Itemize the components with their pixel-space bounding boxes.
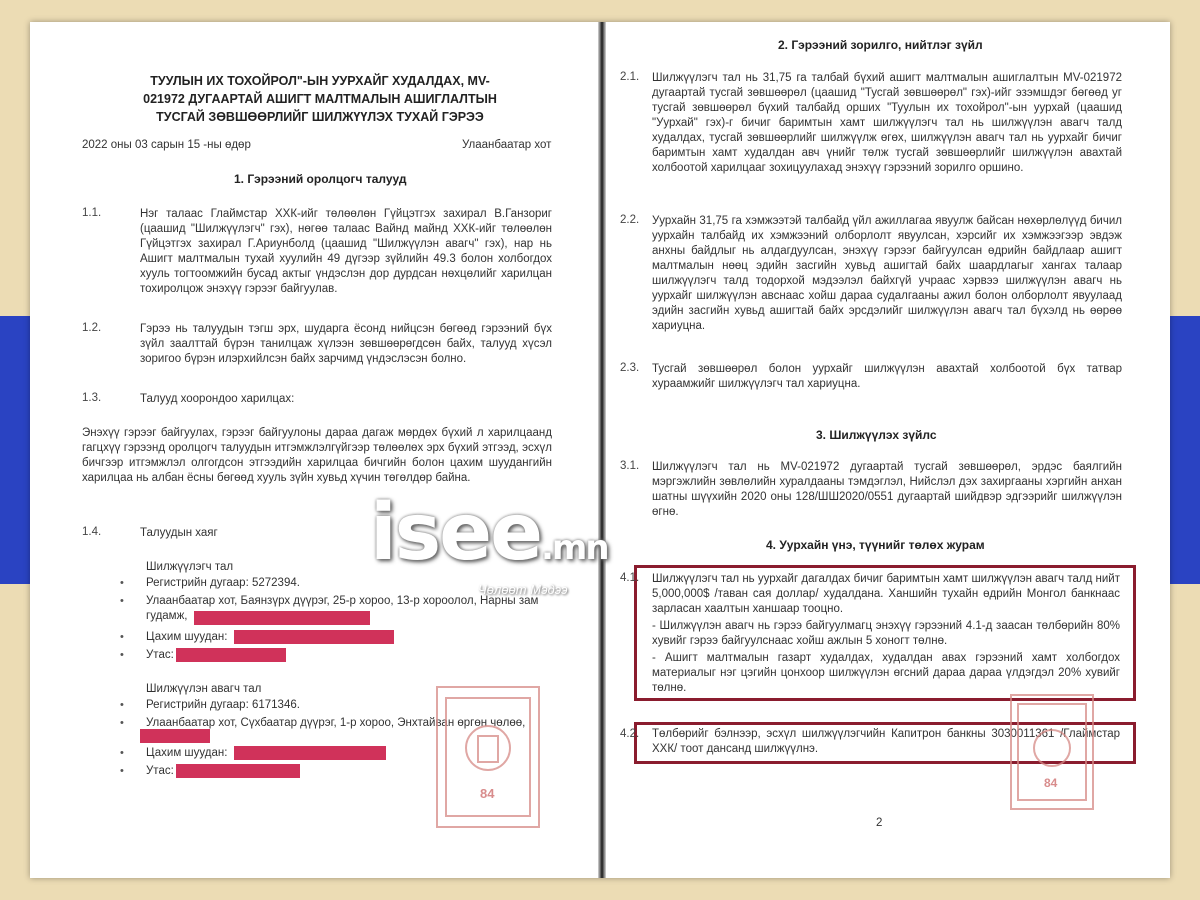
seller-email: Цахим шуудан:	[146, 631, 228, 643]
contract-date: 2022 оны 03 сарын 15 -ны өдөр	[82, 139, 251, 151]
clause-2-2-number: 2.2.	[620, 214, 640, 226]
stamp-emblem-icon	[438, 688, 538, 826]
company-stamp	[436, 686, 540, 828]
clause-1-3: Талууд хоорондоо харилцах:	[140, 393, 295, 405]
clause-1-3-number: 1.3.	[82, 392, 102, 404]
watermark-tagline: Чөлөөт Мэдээ	[478, 582, 568, 597]
clause-2-3: Тусгай зөвшөөрөл болон уурхайг шилжүүлэн авахтай холбоотой бүх татвар хураамжийг шилжүүлэгч тал хариуцна.	[652, 363, 1122, 390]
clause-1-2-number: 1.2.	[82, 322, 102, 334]
redaction-bar	[194, 611, 370, 625]
bullet-icon: •	[120, 717, 124, 729]
redaction-bar	[176, 764, 300, 778]
bullet-icon: •	[120, 595, 124, 607]
buyer-address: Улаанбаатар хот, Сүхбаатар дүүрэг, 1-р хороо, Энхтайван өргөн чөлөө,	[146, 717, 526, 729]
clause-1-2: Гэрээ нь талуудын тэгш эрх, шударга ёсонд нийцсэн бөгөөд гэрээний бүх зүйл заалттай бүрэн танилцаж хүлээн зөвшөөрөгдсөн байх, талууд хүсэл зоригоо бүрэн илэрхийлсэн байх зарчимд үндэслэсэн болно.	[140, 323, 552, 365]
bullet-icon: •	[120, 765, 124, 777]
clause-4-1: Шилжүүлэгч тал нь уурхайг дагалдах бичиг баримтын хамт шилжүүлэн авагч талд нийт 5,000,000$ /таван сая доллар/ худалдана. Ханшийн тухайн өдрийн Монгол банкнаас зарласан хаалтын ханшаар тооцно.	[652, 573, 1120, 615]
seller-label: Шилжүүлэгч тал	[146, 561, 234, 573]
page-number: 2	[876, 817, 883, 829]
section-2-heading: 2. Гэрээний зорилго, нийтлэг зүйл	[778, 38, 983, 52]
clause-2-1: Шилжүүлэгч тал нь 31,75 га талбай бүхий ашигт малтмалын ашиглалтын MV-021972 дугаартай тусгай зөвшөөрөл (цаашид "Тусгай зөвшөөрөл" гэх)-ийг эзэмшдэг бөгөөд уг тусгай зөвшөөрөл бүхий талбайд орших "Туулын их тохойрол"-ын уурхай (цаашид "Уурхай" гэх)-г бичиг баримтын хамт шилжүүлэгч тал нь шилжүүлэн авагч талд худалдах, тусгай зөвшөөрлийг шилжүүлж өгөх, шилжүүлэн авагч тал нь уурхайг бичиг баримтын хамт худалдан авч үнийг төлж тусгай зөвшөөрлийг шилжүүлэн авахтай холбоотой харилцааг зохицуулахад энэхүү гэрээний зорилго оршино.	[652, 72, 1122, 174]
clause-4-2-number: 4.2.	[620, 728, 640, 740]
bullet-icon: •	[120, 699, 124, 711]
redaction-bar	[234, 746, 386, 760]
bullet-icon: •	[120, 577, 124, 589]
buyer-label: Шилжүүлэн авагч тал	[146, 683, 262, 695]
watermark-logo-text: isee	[370, 488, 541, 578]
stamp-emblem-icon	[1012, 696, 1092, 808]
clause-1-1-number: 1.1.	[82, 207, 102, 219]
clause-4-1-number: 4.1.	[620, 572, 640, 584]
company-stamp	[1010, 694, 1094, 810]
page-spine	[598, 22, 606, 878]
stamp-number: 84	[1044, 776, 1058, 790]
right-page	[606, 22, 1170, 878]
clause-3-1-number: 3.1.	[620, 460, 640, 472]
section-1-heading: 1. Гэрээний оролцогч талууд	[234, 172, 407, 186]
redaction-bar	[234, 630, 394, 644]
clause-2-3-number: 2.3.	[620, 362, 640, 374]
clause-1-4: Талуудын хаяг	[140, 527, 218, 539]
bullet-icon: •	[120, 747, 124, 759]
seller-phone: Утас:	[146, 649, 174, 661]
clause-1-4-number: 1.4.	[82, 526, 102, 538]
clause-4-1-payment-80: - Шилжүүлэн авагч нь гэрээ байгуулмагц энэхүү гэрээний 4.1-д заасан төлбөрийн 80% хувийг гэрээ байгуулснаас хойш ажлын 5 хоногт төлнө.	[652, 620, 1120, 647]
left-page	[30, 22, 598, 878]
buyer-register: Регистрийн дугаар: 6171346.	[146, 699, 300, 711]
redaction-bar	[176, 648, 286, 662]
section-3-heading: 3. Шилжүүлэх зүйлс	[816, 428, 937, 442]
bullet-icon: •	[120, 649, 124, 661]
stamp-number: 84	[480, 786, 495, 801]
seller-register: Регистрийн дугаар: 5272394.	[146, 577, 300, 589]
buyer-email: Цахим шуудан:	[146, 747, 228, 759]
buyer-phone: Утас:	[146, 765, 174, 777]
redaction-bar	[140, 729, 210, 743]
clause-4-2: Төлбөрийг бэлнээр, эсхүл шилжүүлэгчийн Капитрон банкны 3030011361 /Глаймстар ХХК/ тоот дансанд шилжүүлнэ.	[652, 728, 1120, 755]
contract-city: Улаанбаатар хот	[462, 139, 552, 151]
clause-1-1: Нэг талаас Глаймстар ХХК-ийг төлөөлөн Гүйцэтгэх захирал В.Ганзориг (цаашид "Шилжүүлэгч" гэх), нөгөө талаас Вайнд майнд ХХК-ийг төлөөлөн Гүйцэтгэх захирал Г.Ариунболд (цаашид "Шилжүүлэн авагч" гэх), нар нь Ашигт малтмалын тухай хуулийн 49 дүгээр зүйлийн 49.3 болон холбогдох хууль тогтоомжийн бусад актыг үндэслэн дор дурдсан нөхцөлийг харилцан тохиролцож энэхүү гэрээг байгуулав.	[140, 208, 552, 295]
section-4-heading: 4. Уурхайн үнэ, түүнийг төлөх журам	[766, 538, 985, 552]
seller-address: Улаанбаатар хот, Баянзүрх дүүрэг, 25-р хороо, 13-р хороолол, Нарны зам гудамж,	[146, 595, 539, 622]
clause-1-3-body: Энэхүү гэрээг байгуулах, гэрээг байгуулоны дараа дагаж мөрдөх бүхий л харилцаанд гагцхүү гэрээнд оролцогч талуудын итгэмжлэлгүйгээр төлөөлөх эрх бүхий этгээд, эсхүл бичгээр итгэмжлэл олгогдсон этгээдийн харилцаа бичгийн болон цахим шуудангийн харилцаа нь албан ёсны бөгөөд хууль зүйн хувьд хүчин төгөлдөр байна.	[82, 427, 552, 484]
clause-4-1-payment-20: - Ашигт малтмалын газарт худалдах, худалдан авах гэрээний хамт холбогдох материалыг нэг цэгийн цонхоор шилжүүлэн өгсний дараа дараа үлдэгдэл 20% хувийг төлнө.	[652, 652, 1120, 694]
clause-3-1: Шилжүүлэгч тал нь MV-021972 дугаартай тусгай зөвшөөрөл, эрдэс баялгийн мэргэжлийн зөвлөлийн хуралдааны тэмдэглэл, Нийслэл дэх захиргааны хэргийн анхан шатны шүүхийн 2020 оны 128/ШШ2020/0551 дугаартай шийдвэр эдгээрийг шилжүүлэн өгнө.	[652, 461, 1122, 518]
clause-2-2: Уурхайн 31,75 га хэмжээтэй талбайд үйл ажиллагаа явуулж байсан нөхөрлөлүүд бичил уурхайн талбайд их хэмжээний олборлолт явуулсан, хэрсийг их хэмжээгээр эвдэж анхны байдлыг нь алдагдуулсан, энэхүү гэрээг байгуулсан өдрийн байдлаар ашигт малтмалын нөөц эдийн засгийн хувьд ашигтай байх шаардлагыг хангах талаар шилжүүлэгч талд тодорхой мэдээлэл байхгүй учраас хэрвээ шилжүүлэн авагч нь уурхайг шилжүүлэн авснаас хойш дараа судалгааны ажил болон олборлолт явуулаад эдийн засгийн хувьд ашигтай байх эрсдэлийг шилжүүлэн авагч тал бүхэлд нь өөрөө хариуцна.	[652, 215, 1122, 332]
clause-2-1-number: 2.1.	[620, 71, 640, 83]
watermark-logo	[370, 488, 608, 578]
bullet-icon: •	[120, 631, 124, 643]
watermark-domain: .mn	[540, 528, 608, 568]
contract-title: ТУУЛЫН ИХ ТОХОЙРОЛ"-ЫН УУРХАЙГ ХУДАЛДАХ, MV-021972 ДУГААРТАЙ АШИГТ МАЛТМАЛЫН АШИГЛАЛТЫН ТУСГАЙ ЗӨВШӨӨРЛИЙГ ШИЛЖҮҮЛЭХ ТУХАЙ ГЭРЭЭ	[143, 74, 497, 124]
